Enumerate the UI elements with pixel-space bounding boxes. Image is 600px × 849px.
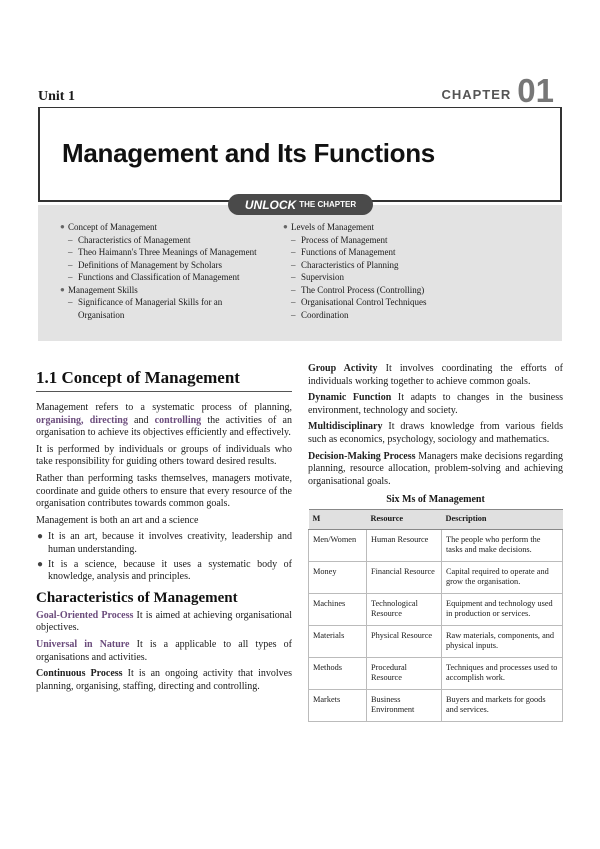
topic-item: ● Management Skills [60, 284, 138, 295]
characteristic-item: Universal in Nature It is a applicable to all types of organisations and activities. [36, 638, 292, 663]
table-row: Machines Technological Resource Equipment and technology used in production or services. [309, 593, 563, 625]
unlock-main-text: UNLOCK [244, 197, 297, 212]
dash-icon: – [291, 284, 296, 295]
subtopic-item: – Supervision [291, 272, 345, 282]
bullet-icon: ● [37, 558, 44, 570]
subtopic-item: – Definitions of Management by Scholars [68, 259, 222, 270]
characteristic-item: Multidisciplinary It draws knowledge from various fields such as economics, psychology, sociology and mathematics. [308, 421, 563, 445]
bullet-icon: ● [60, 284, 65, 294]
characteristic-item: Decision-Making Process Managers make decisions regarding planning, resource allocation, problem-solving and achieving organisational goals. [308, 450, 563, 487]
subtopic-item: – Process of Management [291, 234, 388, 245]
dash-icon: – [291, 309, 296, 320]
dash-icon: – [68, 234, 73, 245]
table-row: Methods Procedural Resource Techniques and processes used to accomplish work. [309, 657, 563, 689]
table-header-row [309, 510, 563, 530]
dash-icon: – [68, 259, 73, 270]
list-item: ● It is an art, because it involves creativity, leadership and human understanding. [37, 531, 292, 555]
section-heading: 1.1 Concept of Management [36, 368, 292, 392]
chapter-label: CHAPTER [441, 87, 512, 102]
dash-icon: – [291, 234, 296, 245]
characteristic-item: Continuous Process It is an ongoing activity that involves planning, organising, staffing, directing and controlling. [36, 668, 292, 692]
body-paragraph: Rather than performing tasks themselves, managers motivate, coordinate and guide others to ensure that every resource of the organisation contributes towards common goals. [36, 472, 292, 510]
body-paragraph: Management is both an art and a science [36, 514, 199, 526]
unlock-badge [228, 194, 373, 215]
dash-icon: – [68, 247, 73, 257]
art-science-list [36, 531, 292, 583]
table-row: Men/Women Human Resource The people who perform the tasks and make decisions. [309, 529, 563, 561]
table-title: Six Ms of Management [386, 494, 485, 506]
definition-paragraph: Management refers to a systematic process of planning, organising, directing and controlling the activities of an organisation to achieve its objectives efficiently and effectively. [36, 402, 292, 439]
subtopic-item: – Characteristics of Planning [291, 259, 399, 270]
characteristic-item: Group Activity It involves coordinating the efforts of individuals working together to achieve common goals. [308, 363, 563, 387]
unlock-sub-text: THE CHAPTER [299, 200, 357, 209]
six-ms-table [308, 509, 563, 722]
body-paragraph: It is performed by individuals or groups of individuals who take responsibility for guiding others toward desired results. [36, 443, 292, 468]
column-header: M [309, 510, 367, 530]
dash-icon: – [68, 272, 73, 282]
subtopic-item: – Characteristics of Management [68, 234, 191, 245]
list-item: ● It is a science, because it uses a systematic body of knowledge, analysis and principles. [37, 558, 292, 583]
bullet-icon: ● [37, 531, 44, 543]
topic-item: ● Levels of Management [283, 222, 374, 232]
chapter-marker [441, 72, 554, 109]
main-left-column [36, 368, 292, 697]
unlock-right-column [283, 221, 483, 321]
chapter-number: 01 [517, 72, 554, 109]
main-right-column [308, 363, 563, 722]
unit-label: Unit 1 [38, 89, 75, 104]
subtopic-item: – The Control Process (Controlling) [291, 284, 425, 295]
column-header: Description [442, 510, 563, 530]
characteristic-item: Dynamic Function It adapts to changes in the business environment, technology and society. [308, 392, 564, 416]
dash-icon: – [68, 297, 73, 307]
dash-icon: – [291, 297, 296, 307]
unlock-left-column [60, 221, 270, 321]
topic-item: ● Concept of Management [60, 222, 157, 232]
dash-icon: – [291, 272, 296, 282]
subtopic-item: – Significance of Managerial Skills for an Organisation [68, 297, 223, 320]
table-row: Markets Business Environment Buyers and markets for goods and services. [309, 689, 563, 721]
chapter-title: Management and Its Functions [62, 138, 435, 168]
table-row: Materials Physical Resource Raw materials, components, and physical inputs. [309, 625, 563, 657]
dash-icon: – [291, 247, 296, 257]
table-row: Money Financial Resource Capital required to operate and grow the organisation. [309, 561, 563, 593]
subtopic-item: – Coordination [291, 309, 349, 320]
subsection-heading: Characteristics of Management [36, 589, 238, 606]
subtopic-item: – Organisational Control Techniques [291, 297, 427, 307]
subtopic-item: – Functions of Management [291, 247, 396, 257]
dash-icon: – [291, 259, 296, 270]
subtopic-item: – Theo Haimann's Three Meanings of Management [68, 247, 257, 257]
bullet-icon: ● [283, 222, 288, 231]
column-header: Resource [367, 510, 442, 530]
characteristic-item: Goal-Oriented Process It is aimed at achieving organisational objectives. [36, 609, 292, 634]
subtopic-item: – Functions and Classification of Management [68, 272, 240, 282]
bullet-icon: ● [60, 222, 65, 231]
